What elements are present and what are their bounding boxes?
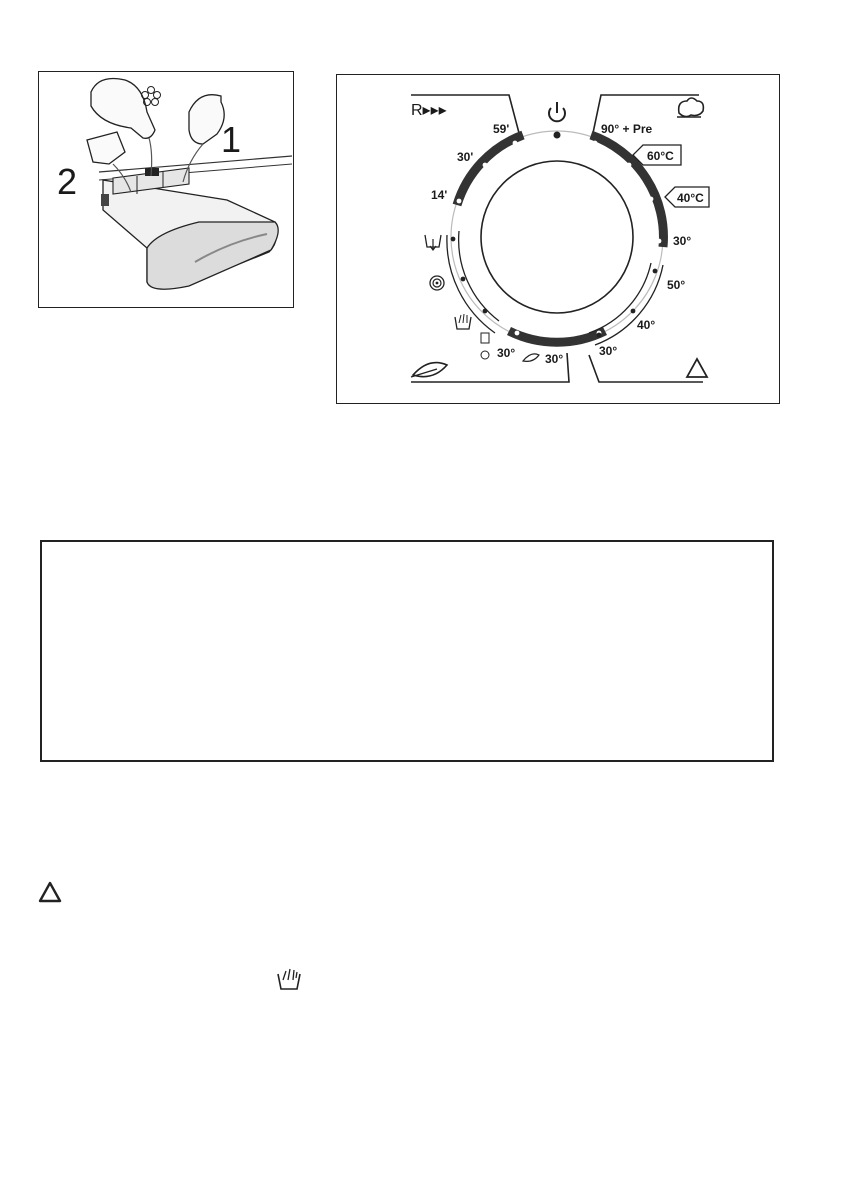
dial-label-59: 59' [493, 122, 510, 136]
dial-label-60c: 60°C [647, 149, 674, 163]
dial-label-30-cotton: 30° [673, 234, 692, 248]
rapid-icon: R▸▸▸ [411, 102, 447, 119]
dial-label-90-pre: 90° + Pre [601, 122, 653, 136]
compartment-label-1: 1 [221, 119, 242, 160]
cotton-icon [677, 98, 703, 117]
rinse-icon-bottom [274, 966, 304, 992]
spin-icon [430, 276, 444, 290]
dial-label-40c: 40°C [677, 191, 704, 205]
power-icon [549, 102, 565, 121]
dial-label-50: 50° [667, 278, 686, 292]
compartment-label-2: 2 [57, 161, 78, 202]
detergent-drawer-illustration [38, 71, 294, 308]
dial-label-14: 14' [431, 188, 448, 202]
rinse-icon [455, 314, 471, 329]
dial-label-40: 40° [637, 318, 656, 332]
handwash-icon [481, 333, 489, 359]
note-box [40, 540, 774, 762]
dial-label-30-synth: 30° [599, 344, 618, 358]
program-dial-panel [336, 74, 780, 404]
delicate-feather-icon [411, 363, 447, 377]
drain-icon [425, 235, 441, 250]
synthetics-triangle-icon [37, 880, 63, 904]
dial-label-30min: 30' [457, 150, 474, 164]
synthetics-icon [687, 359, 707, 377]
dial-label-30-wool: 30° [497, 346, 516, 360]
small-feather-icon [523, 354, 539, 362]
dial-label-30-delicate: 30° [545, 352, 564, 366]
